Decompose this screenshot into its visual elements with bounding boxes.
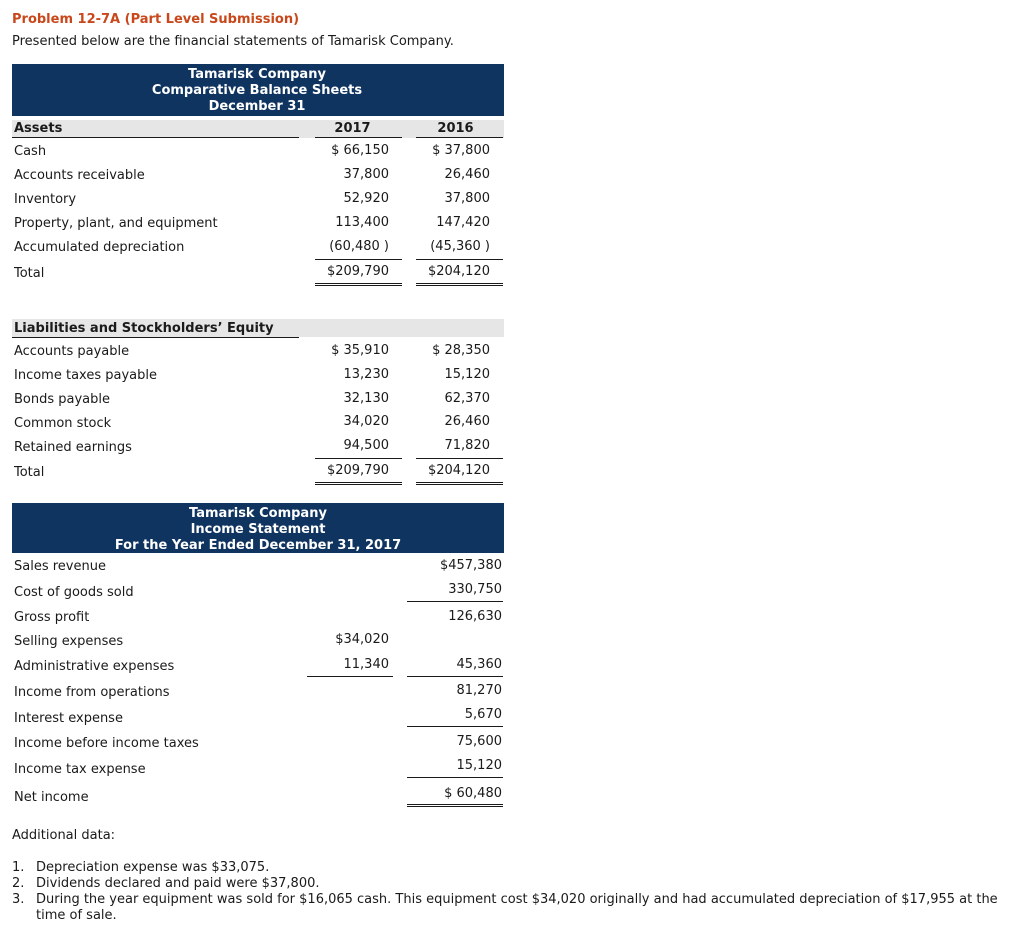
interest-rule — [407, 726, 503, 727]
liability-row-2016: 62,370 — [444, 391, 490, 406]
liability-row-2016: 26,460 — [444, 414, 490, 429]
liab-total-dbl-rule-2016 — [416, 482, 503, 485]
is-row-label: Income from operations — [14, 685, 170, 700]
liability-row-2017: 32,130 — [343, 391, 389, 406]
note-item — [12, 860, 1017, 876]
is-row-right: 126,630 — [448, 609, 502, 624]
is-row-label: Income before income taxes — [14, 736, 199, 751]
intro-text: Presented below are the financial statements of Tamarisk Company. — [12, 34, 454, 49]
is-row-label: Selling expenses — [14, 634, 124, 649]
note-text: During the year equipment was sold for $16,065 cash. This equipment cost $34,020 originally and had accumulated depreciation of $17,955 at the time of sale. — [36, 892, 998, 923]
note-number: 3. — [12, 892, 25, 907]
is-row-label: Cost of goods sold — [14, 585, 134, 600]
asset-row-2016: 37,800 — [444, 191, 490, 206]
asset-row-2016: 26,460 — [444, 167, 490, 182]
asset-row-2016: $ 37,800 — [432, 143, 490, 158]
col-2017: 2017 — [334, 121, 371, 136]
liability-row-2017: 94,500 — [343, 438, 389, 453]
asset-row-2017: 37,800 — [343, 167, 389, 182]
note-number: 1. — [12, 860, 25, 875]
col-2016-underline — [416, 137, 503, 138]
net-income-label: Net income — [14, 790, 89, 805]
net-income-dbl-rule — [407, 804, 503, 807]
is-row-right: 330,750 — [448, 582, 502, 597]
liability-row-2016: 15,120 — [444, 367, 490, 382]
note-text: Depreciation expense was $33,075. — [36, 860, 270, 875]
is-row-mid: $34,020 — [335, 632, 389, 647]
is-row-right: 15,120 — [456, 758, 502, 773]
is-row-right: 81,270 — [456, 683, 502, 698]
balance-sheet-header — [12, 64, 504, 116]
bs-company: Tamarisk Company — [188, 67, 326, 82]
liab-total-dbl-rule-2017 — [315, 482, 402, 485]
liability-row-2016: $ 28,350 — [432, 343, 490, 358]
col-2016: 2016 — [437, 121, 474, 136]
asset-row-label: Inventory — [14, 192, 77, 207]
liability-row-label: Common stock — [14, 416, 112, 431]
cogs-rule — [407, 601, 503, 602]
is-company: Tamarisk Company — [189, 506, 327, 521]
bs-title: Comparative Balance Sheets — [151, 83, 363, 98]
assets-subtotal-rule-2016 — [416, 259, 503, 260]
liability-row-2017: 34,020 — [343, 414, 389, 429]
notes-list — [12, 860, 1017, 924]
asset-total-label: Total — [14, 266, 45, 281]
asset-row-2016: (45,360 ) — [430, 239, 490, 254]
assets-subtotal-rule-2017 — [315, 259, 402, 260]
is-row-label: Sales revenue — [14, 559, 106, 574]
is-row-label: Gross profit — [14, 610, 90, 625]
asset-row-2017: $ 66,150 — [331, 143, 389, 158]
problem-title: Problem 12-7A (Part Level Submission) — [12, 12, 300, 27]
liability-row-2017: $ 35,910 — [331, 343, 389, 358]
additional-data-title: Additional data: — [12, 828, 116, 843]
note-number: 2. — [12, 876, 25, 891]
liability-row-label: Income taxes payable — [14, 368, 157, 383]
net-income-value: $ 60,480 — [444, 786, 502, 801]
asset-row-label: Property, plant, and equipment — [14, 216, 218, 231]
liability-total-2016: $204,120 — [427, 463, 490, 478]
liability-row-2016: 71,820 — [444, 438, 490, 453]
is-row-right: $457,380 — [439, 558, 502, 573]
asset-row-label: Accounts receivable — [14, 168, 145, 183]
income-statement-header — [12, 503, 504, 553]
asset-row-label: Accumulated depreciation — [14, 240, 185, 255]
liability-row-label: Retained earnings — [14, 440, 132, 455]
liab-subtotal-rule-2016 — [416, 458, 503, 459]
admin-mid-rule — [307, 676, 393, 677]
liability-total-2017: $209,790 — [326, 463, 389, 478]
is-row-label: Interest expense — [14, 711, 123, 726]
assets-underline — [12, 137, 299, 138]
note-item — [12, 892, 1017, 924]
asset-row-2017: 113,400 — [335, 215, 389, 230]
liab-subtotal-rule-2017 — [315, 458, 402, 459]
assets-label: Assets — [14, 121, 63, 136]
liability-row-label: Accounts payable — [14, 344, 130, 359]
is-row-mid: 11,340 — [343, 657, 389, 672]
liability-row-2017: 13,230 — [343, 367, 389, 382]
is-row-label: Administrative expenses — [14, 659, 175, 674]
liabilities-label: Liabilities and Stockholders’ Equity — [14, 321, 274, 336]
liability-total-label: Total — [14, 465, 45, 480]
is-period: For the Year Ended December 31, 2017 — [114, 538, 402, 553]
is-row-label: Income tax expense — [14, 762, 146, 777]
asset-row-2017: 52,920 — [343, 191, 389, 206]
col-2017-underline — [315, 137, 402, 138]
asset-total-2016: $204,120 — [427, 264, 490, 279]
is-title: Income Statement — [190, 522, 326, 537]
asset-total-2017: $209,790 — [326, 264, 389, 279]
liabilities-underline — [12, 337, 299, 338]
bs-date: December 31 — [208, 99, 306, 114]
assets-total-dbl-rule-2017 — [315, 283, 402, 286]
assets-total-dbl-rule-2016 — [416, 283, 503, 286]
asset-row-2016: 147,420 — [436, 215, 490, 230]
note-text: Dividends declared and paid were $37,800. — [36, 876, 320, 891]
is-row-right: 5,670 — [464, 707, 502, 722]
liability-row-label: Bonds payable — [14, 392, 111, 407]
is-row-right: 45,360 — [456, 657, 502, 672]
asset-row-label: Cash — [14, 144, 47, 159]
asset-row-2017: (60,480 ) — [329, 239, 389, 254]
note-item — [12, 876, 1017, 892]
tax-rule — [407, 777, 503, 778]
admin-right-rule — [407, 676, 503, 677]
is-row-right: 75,600 — [456, 734, 502, 749]
